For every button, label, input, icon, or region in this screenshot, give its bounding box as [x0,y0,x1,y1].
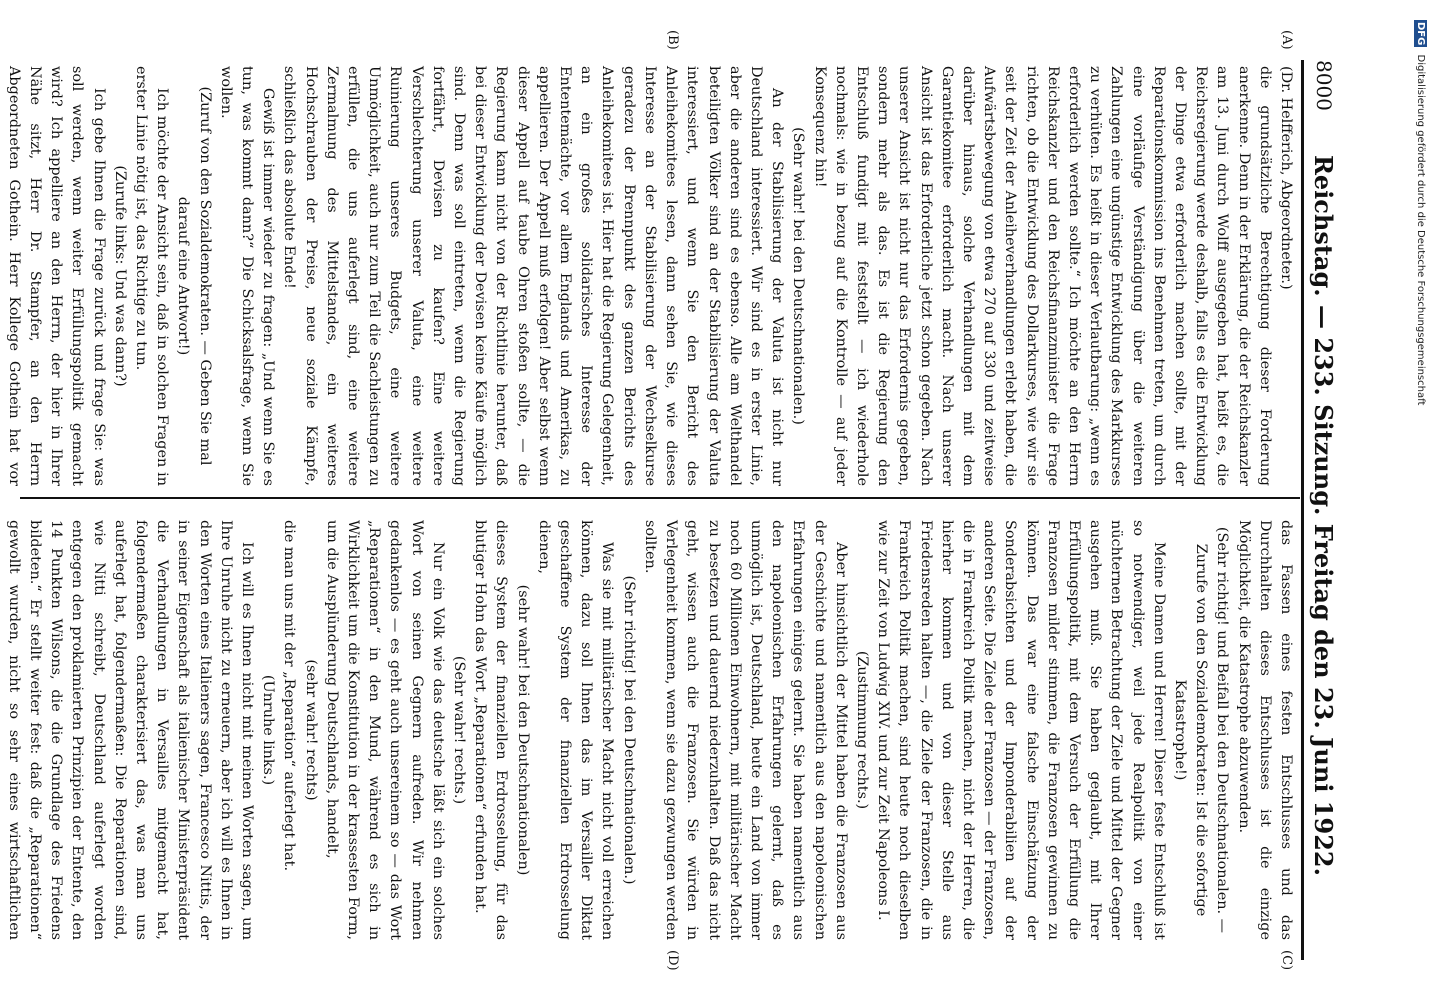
paragraph: die grundsätzliche Berechtigung dieser Forderung anerkenne. Denn in der Erklärung, die der Reichskanzler am 13. Juni durch Wolff ausgegeben hat, heißt es, die Reichsregierung werde deshalb, falls es die Entwicklung der Dinge etwa erforderlich machen sollte, mit der Reparationskommission ins Benehmen treten, um durch eine vorläufige Verständigung über die weiteren Zahlungen eine ungünstige Entwicklung des Markkurses zu verhüten. Es heißt in dieser Verlautbarung: „wenn es erforderlich werden sollte.“ Ich möchte an den Herrn Reichskanzler und den Reichsfinanzminister die Frage richten, ob die Entwicklung des Dollarkurses, wie wir sie seit der Zeit der Anleiheverhandlungen erlebt haben, die Aufwärtsbewegung von etwa 270 auf 330 und zeitweise darüber hinaus, solche Verhandlungen mit dem Garantiekomitee erforderlich macht. Nach unserer Ansicht ist das Erforderliche jetzt schon gegeben. Nach unserer Ansicht ist nicht nur das Erfordernis gegeben, sondern mehr als das. Es ist die Regierung den Entschluß fundigt mit feststellt — ich wiederhole nochmals: wie in bezug auf die Kontrolle — auf jeder Konsequenz hin! [811,66,1273,486]
margin-mark-d: (D) [665,950,680,971]
margin-mark-b: (B) [665,30,680,50]
interjection: (Zustimmung rechts.) [853,650,870,810]
interjection: (Sehr wahr! bei den Deutschnationalen.) [790,127,807,425]
page-title: Reichstag. — 233. Sitzung. Freitag den 23. Juni 1922. [1309,154,1339,876]
paragraph: Aber hinsichtlich der Mittel haben die Franzosen aus der Geschichte und namentlich aus den napoleonischen Erfahrungen einiges gelernt. Sie haben namentlich aus den napoleonischen Erfahrungen gelernt, daß es unmöglich ist, Deutschland, heute ein Land von immer noch 60 Millionen Einwohnern, mit militärischer Macht zu besetzen und dauernd niederzuhalten. Daß das nicht geht, wissen auch die Franzosen. Sie würden in Verlegenheit kommen, wenn sie dazu gezwungen werden sollten. [641,520,849,940]
page-number: 8000 [1312,60,1336,111]
paragraph: dieses System der finanziellen Erdrosselung, für das blutiger Hohn das Wort „Reparationen“ erfunden hat. [472,520,510,940]
digitization-credit [1414,20,1427,405]
column-divider [20,497,1300,499]
interjection: (sehr wahr! rechts) [302,659,319,801]
paragraph: An der Stabilisierung der Valuta ist nicht nur Deutschland interessiert. Wir sind es in erster Linie, aber die anderen sind es ebenso. Alle am Welthandel beteiligten Völker sind an der Stabilisierung der Valuta interessiert, und wenn Sie den Bericht des Anleihekomitees lesen, dann sehen Sie, wie dieses Interesse an der Stabilisierung der Wechselkurse geradezu der Brennpunkt des ganzen Berichts des Anleihekomitees ist. Hier hat die Regierung Gelegenheit, an ein großes solidarisches Interesse der Ententemächte, vor allem Englands und Amerikas, zu appellieren. Der Appell muß erfolgen! Aber selbst wenn dieser Appell auf taube Ohren stoßen sollte, — die Regierung kann nicht von der Richtlinie herunter, daß bei dieser Entwicklung der Devisen keine Käufe möglich sind. Denn was soll eintreten, wenn die Regierung fortfährt, Devisen zu kaufen? Eine weitere Verschlechterung unserer Valuta, eine weitere Ruinierung unseres Budgets, eine weitere Unmöglichkeit, auch nur zum Teil die Sachleistungen zu erfüllen, die uns auferlegt sind, eine weitere Zermalmung des Mittelstandes, ein weiteres Hochschrauben der Preise, neue soziale Kämpfe, schließlich das absolute Ende! [281,66,786,486]
paragraph: Was sie mit militärischer Macht nicht voll erreichen können, dazu soll Ihnen das im Versailler Diktat geschaffene System der finanziellen Erdrosselung dienen, [535,520,616,940]
interjection: (sehr wahr! bei den Deutschnationalen) [514,584,531,876]
margin-mark-a: (A) [1279,30,1294,50]
paragraph: Nur ein Volk wie das deutsche läßt sich ein solches Wort von seinen Gegnern aufreden. Wir nehmen gedankenlos — es geht auch unsereinem so — das Wort „Reparationen“ in den Mund, während es sich in Wirklichkeit um die Konstitution in der krassesten Form, um die Ausplünderung Deutschlands, handelt, [323,520,446,940]
paragraph: Ich gebe Ihnen die Frage zurück und frage Sie: was soll werden, wenn weiter Erfüllungspolitik gemacht wird? Ich appelliere an den Herrn, der hier in Ihrer Nähe sitzt, Herr Dr. Stampfer, an den Herrn Abgeordneten Gothein. Herr Kollege Gothein hat vor [5,66,107,486]
paragraph: die man uns mit der „Reparation“ auferlegt hat. [281,520,298,872]
margin-mark-c: (C) [1279,950,1294,971]
dfg-logo: DFG [1415,22,1426,46]
left-column [5,66,1296,486]
interjection: (Unruhe links.) [260,674,277,786]
paragraph: Gewiß ist immer wieder zu fragen: „Und wenn Sie es tun, was kommt dann?“ Die Schicksalsfrage, wenn Sie wollen. [217,66,277,486]
right-column [5,520,1296,941]
page-header [1301,60,1344,960]
paragraph: Meine Damen und Herren! Dieser feste Entschluß ist so notwendiger, weil jede Realpolitik von einer nüchternen Betrachtung der Ziele und Mittel der Gegner ausgehen muß. Sie haben geglaubt, mit Ihrer Erfüllungspolitik, mit dem Versuch der Erfüllung die Franzosen milder stimmen, die Franzosen gewinnen zu können. Das war eine falsche Einschätzung der Sonderabsichten und der Imponderabilien auf der anderen Seite. Die Ziele der Franzosen — der Franzosen, die in Frankreich Politik machen, nicht der Herren, die hierher kommen und von dieser Stelle aus Friedensreden halten —, die Ziele der Franzosen, die in Frankreich Politik machen, sind heute noch dieselben wie zur Zeit von Ludwig XIV. und zur Zeit Napoleons I. [875,520,1167,941]
paragraph: Ich will es Ihnen nicht mit meinen Worten sagen, um Ihre Unruhe nicht zu erneuern, aber ich will es Ihnen in den Worten eines Italieners sagen, Francesco Nittis, der in seiner Eigenschaft als italienischer Ministerpräsident die Verhandlungen in Versailles mitgemacht hat, folgendermaßen charakterisiert das, was man uns auferlegt hat, folgendermaßen: Die Reparationen sind, wie Nitti schreibt, Deutschland auferlegt worden entgegen den proklamierten Prinzipien der Entente, den 14 Punkten Wilsons, die die Grundlage des Friedens bildeten.“ Er stellt weiter fest: daß die „Reparationen“ gewollt wurden, nicht so sehr eines wirtschaftlichen [5,520,256,940]
interjection: (Sehr richtig! bei den Deutschnationalen.) [620,575,637,885]
digitization-credit-text: Digitalisierung gefördert durch die Deutsche Forschungsgemeinschaft [1415,54,1426,406]
paragraph: das Fassen eines festen Entschlusses und das Durchhalten dieses Entschlusses ist die einzige Möglichkeit, die Katastrophe abzuwenden. [1235,520,1294,940]
interjection: (Zurufe links: Und was dann?) [111,165,128,387]
interjection: (Sehr wahr! rechts.) [451,655,468,805]
paragraph: Ich möchte der Ansicht sein, daß in solchen Fragen in erster Linie nötig ist, das Richtige zu tun. [133,66,171,486]
paragraph: (Dr. Helfferich, Abgeordneter.) [1278,66,1294,290]
interjection: (Zuruf von den Sozialdemokraten. — Geben Sie mal darauf eine Antwort!) [175,86,213,466]
interjection: (Sehr richtig! und Beifall bei den Deutschnationalen. — Zurufe von den Sozialdemokraten: Ist die sofortige Katastrophe!) [1171,526,1231,934]
